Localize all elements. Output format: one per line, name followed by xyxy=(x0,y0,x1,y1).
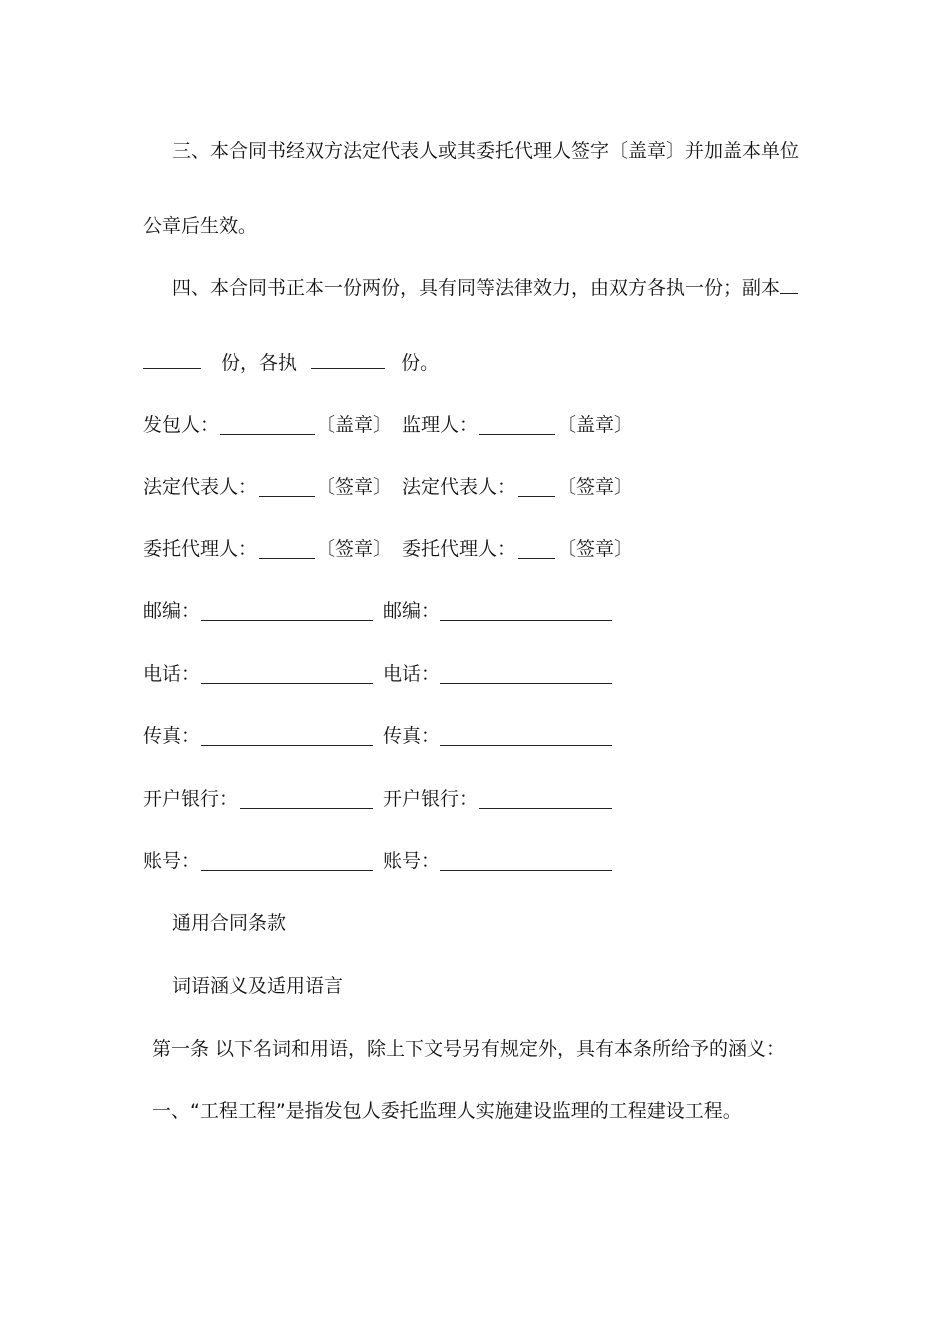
employer-account-blank xyxy=(201,852,373,871)
clause-4-text: 四、本合同书正本一份两份，具有同等法律效力，由双方各执一份；副本 xyxy=(172,277,781,299)
supervisor-account-label: 账号： xyxy=(383,850,441,872)
supervisor-bank-blank xyxy=(479,790,612,809)
employer-fax-blank xyxy=(201,727,373,746)
employer-blank xyxy=(220,416,315,435)
supervisor-seal: 〔盖章〕 xyxy=(557,414,634,436)
supervisor-legal-rep-sign: 〔签章〕 xyxy=(557,476,634,498)
employer-legal-rep-sign: 〔签章〕 xyxy=(316,476,393,498)
supervisor-account-blank xyxy=(440,852,612,871)
supervisor-agent-label: 委托代理人： xyxy=(402,538,517,560)
clause-4-fen-1: 份，各执 xyxy=(221,352,298,374)
supervisor-agent-sign: 〔签章〕 xyxy=(557,538,634,560)
supervisor-agent-blank xyxy=(518,540,555,559)
supervisor-legal-rep-label: 法定代表人： xyxy=(402,476,517,498)
employer-legal-rep-label: 法定代表人： xyxy=(143,476,258,498)
employer-label: 发包人： xyxy=(143,414,220,436)
supervisor-fax-label: 传真： xyxy=(383,725,441,747)
article-1: 第一条 以下名词和用语，除上下文号另有规定外，具有本条所给予的涵义： xyxy=(152,1038,786,1060)
supervisor-phone-blank xyxy=(440,665,612,684)
supervisor-phone-label: 电话： xyxy=(383,663,441,685)
supervisor-postcode-blank xyxy=(440,602,612,621)
employer-postcode-label: 邮编： xyxy=(143,600,201,622)
clause-4-line-2 xyxy=(143,350,439,376)
clause-3-line-1: 三、本合同书经双方法定代表人或其委托代理人签字〔盖章〕并加盖本单位 xyxy=(172,140,800,162)
definition-item-1: 一、“工程工程”是指发包人委托监理人实施建设监理的工程建设工程。 xyxy=(152,1100,742,1122)
employer-bank-blank xyxy=(240,790,373,809)
supervisor-label: 监理人： xyxy=(402,414,479,436)
copies-each-blank xyxy=(311,350,385,369)
copies-count-blank xyxy=(143,350,201,369)
general-terms-heading: 通用合同条款 xyxy=(172,912,287,934)
employer-phone-label: 电话： xyxy=(143,663,201,685)
employer-account-label: 账号： xyxy=(143,850,201,872)
supervisor-legal-rep-blank xyxy=(518,478,555,497)
employer-phone-blank xyxy=(201,665,373,684)
definitions-subheading: 词语涵义及适用语言 xyxy=(172,975,344,997)
employer-seal: 〔盖章〕 xyxy=(316,414,393,436)
supervisor-bank-label: 开户银行： xyxy=(383,788,479,810)
employer-agent-label: 委托代理人： xyxy=(143,538,258,560)
supervisor-postcode-label: 邮编： xyxy=(383,600,441,622)
supervisor-blank xyxy=(479,416,555,435)
employer-postcode-blank xyxy=(201,602,373,621)
employer-agent-blank xyxy=(259,540,315,559)
copies-blank-1 xyxy=(780,275,798,294)
clause-3-line-2: 公章后生效。 xyxy=(143,215,258,237)
employer-legal-rep-blank xyxy=(259,478,315,497)
employer-agent-sign: 〔签章〕 xyxy=(316,538,393,560)
employer-fax-label: 传真： xyxy=(143,725,201,747)
supervisor-fax-blank xyxy=(440,727,612,746)
clause-4-fen-2: 份。 xyxy=(401,352,440,374)
employer-bank-label: 开户银行： xyxy=(143,788,239,810)
clause-4-line-1 xyxy=(172,275,798,301)
